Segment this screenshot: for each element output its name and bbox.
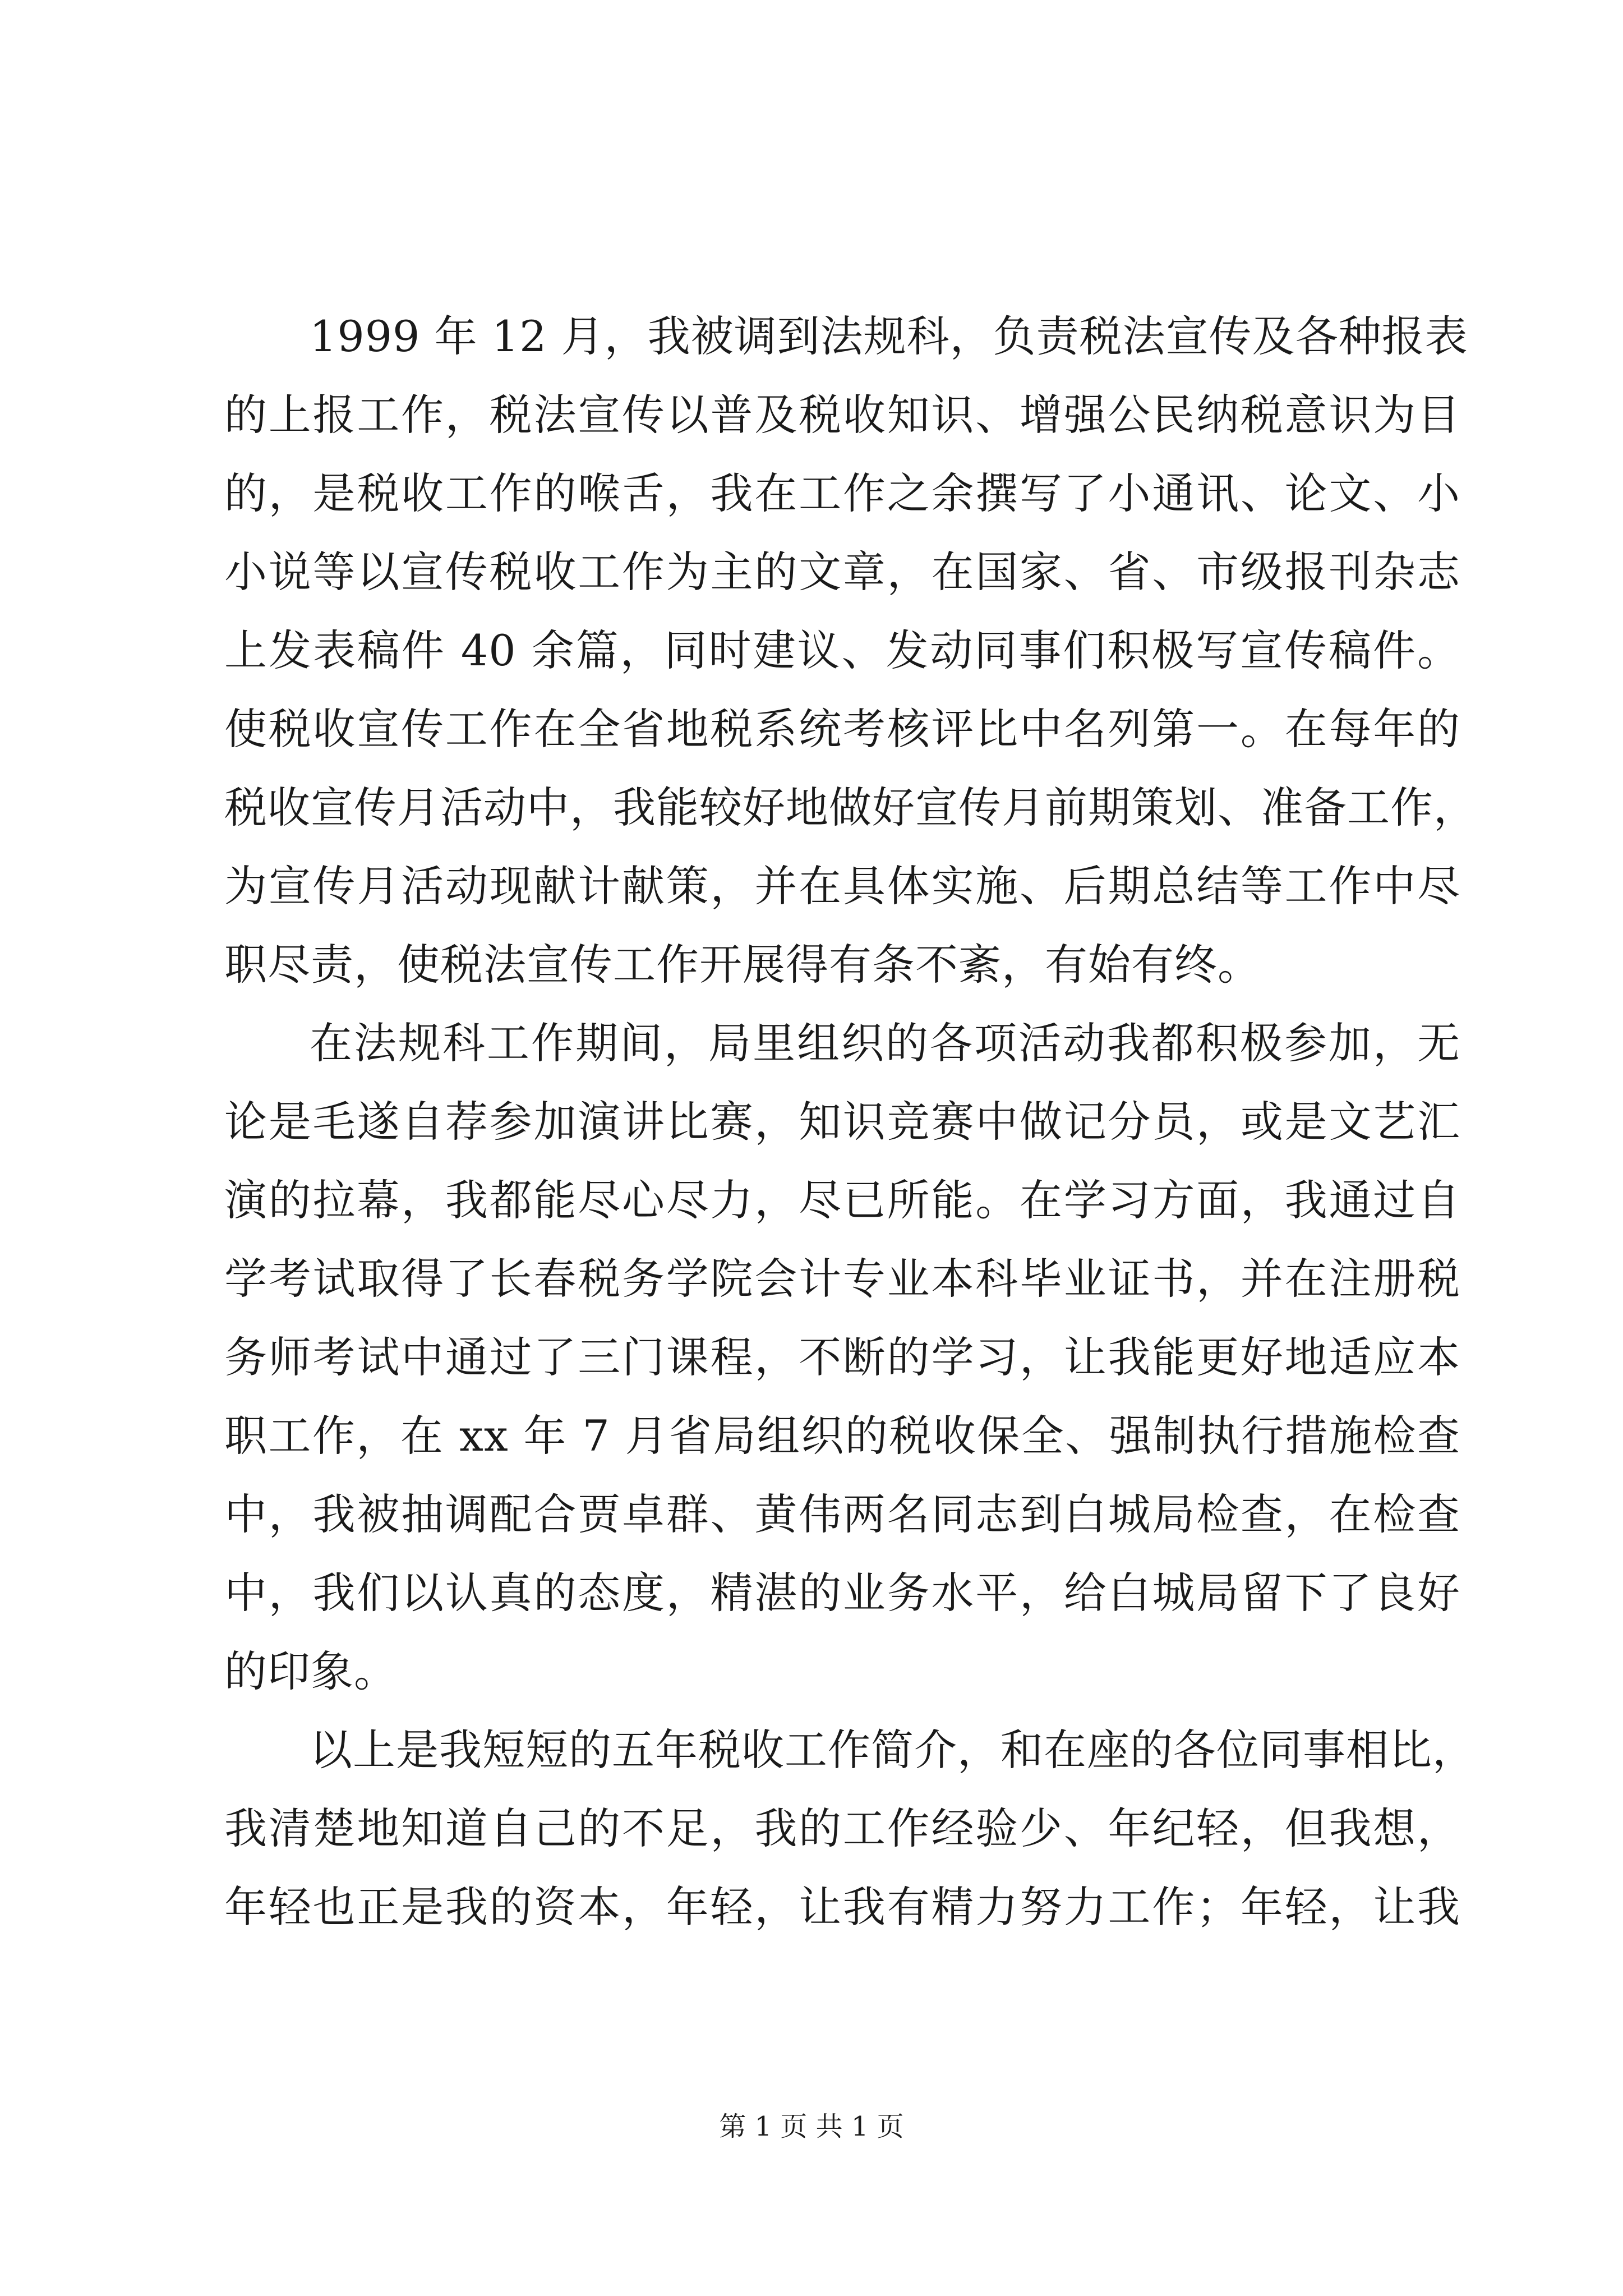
paragraph-1-line-1: 1999 年 12 月，我被调到法规科，负责税法宣传及各种报表: [310, 311, 1468, 361]
paragraph-1-line-2: 的上报工作，税法宣传以普及税收知识、增强公民纳税意识为目: [224, 390, 1460, 440]
document-body: [224, 297, 1477, 1947]
page-number-label: 第 1 页 共 1 页: [719, 2111, 904, 2142]
paragraph-2-line-8: 中，我们以认真的态度，精湛的业务水平，给白城局留下了良好: [224, 1568, 1460, 1618]
paragraph-2-line-5: 务师考试中通过了三门课程，不断的学习，让我能更好地适应本: [224, 1332, 1460, 1382]
paragraph-2-line-7: 中，我被抽调配合贾卓群、黄伟两名同志到白城局检查，在检查: [224, 1489, 1460, 1539]
paragraph-1-line-6: 使税收宣传工作在全省地税系统考核评比中名列第一。在每年的: [224, 704, 1460, 754]
paragraph-1-line-9: 职尽责，使税法宣传工作开展得有条不紊，有始有终。: [224, 940, 1261, 990]
paragraph-2-line-2: 论是毛遂自荐参加演讲比赛，知识竞赛中做记分员，或是文艺汇: [224, 1097, 1460, 1147]
paragraph-3-line-1: 以上是我短短的五年税收工作简介，和在座的各位同事相比，: [310, 1725, 1476, 1775]
paragraph-2-line-4: 学考试取得了长春税务学院会计专业本科毕业证书，并在注册税: [224, 1254, 1460, 1304]
paragraph-2-line-3: 演的拉幕，我都能尽心尽力，尽已所能。在学习方面，我通过自: [224, 1175, 1460, 1225]
paragraph-2-line-9: 的印象。: [224, 1646, 397, 1696]
paragraph-1-line-4: 小说等以宣传税收工作为主的文章，在国家、省、市级报刊杂志: [224, 547, 1460, 597]
paragraph-2-line-6: 职工作，在 xx 年 7 月省局组织的税收保全、强制执行措施检查: [224, 1411, 1460, 1461]
paragraph-1-line-5: 上发表稿件 40 余篇，同时建议、发动同事们积极写宣传稿件。: [224, 625, 1460, 675]
page-footer: [0, 2105, 1623, 2143]
paragraph-3-line-3: 年轻也正是我的资本，年轻，让我有精力努力工作；年轻，让我: [224, 1882, 1460, 1932]
paragraph-3-line-2: 我清楚地知道自己的不足，我的工作经验少、年纪轻，但我想，: [224, 1803, 1460, 1853]
paragraph-2-line-1: 在法规科工作期间，局里组织的各项活动我都积极参加，无: [310, 1018, 1460, 1068]
paragraph-1-line-3: 的，是税收工作的喉舌，我在工作之余撰写了小通讯、论文、小: [224, 468, 1460, 518]
paragraph-1-line-7: 税收宣传月活动中，我能较好地做好宣传月前期策划、准备工作，: [224, 783, 1477, 832]
paragraph-1-line-8: 为宣传月活动现献计献策，并在具体实施、后期总结等工作中尽: [224, 861, 1460, 911]
